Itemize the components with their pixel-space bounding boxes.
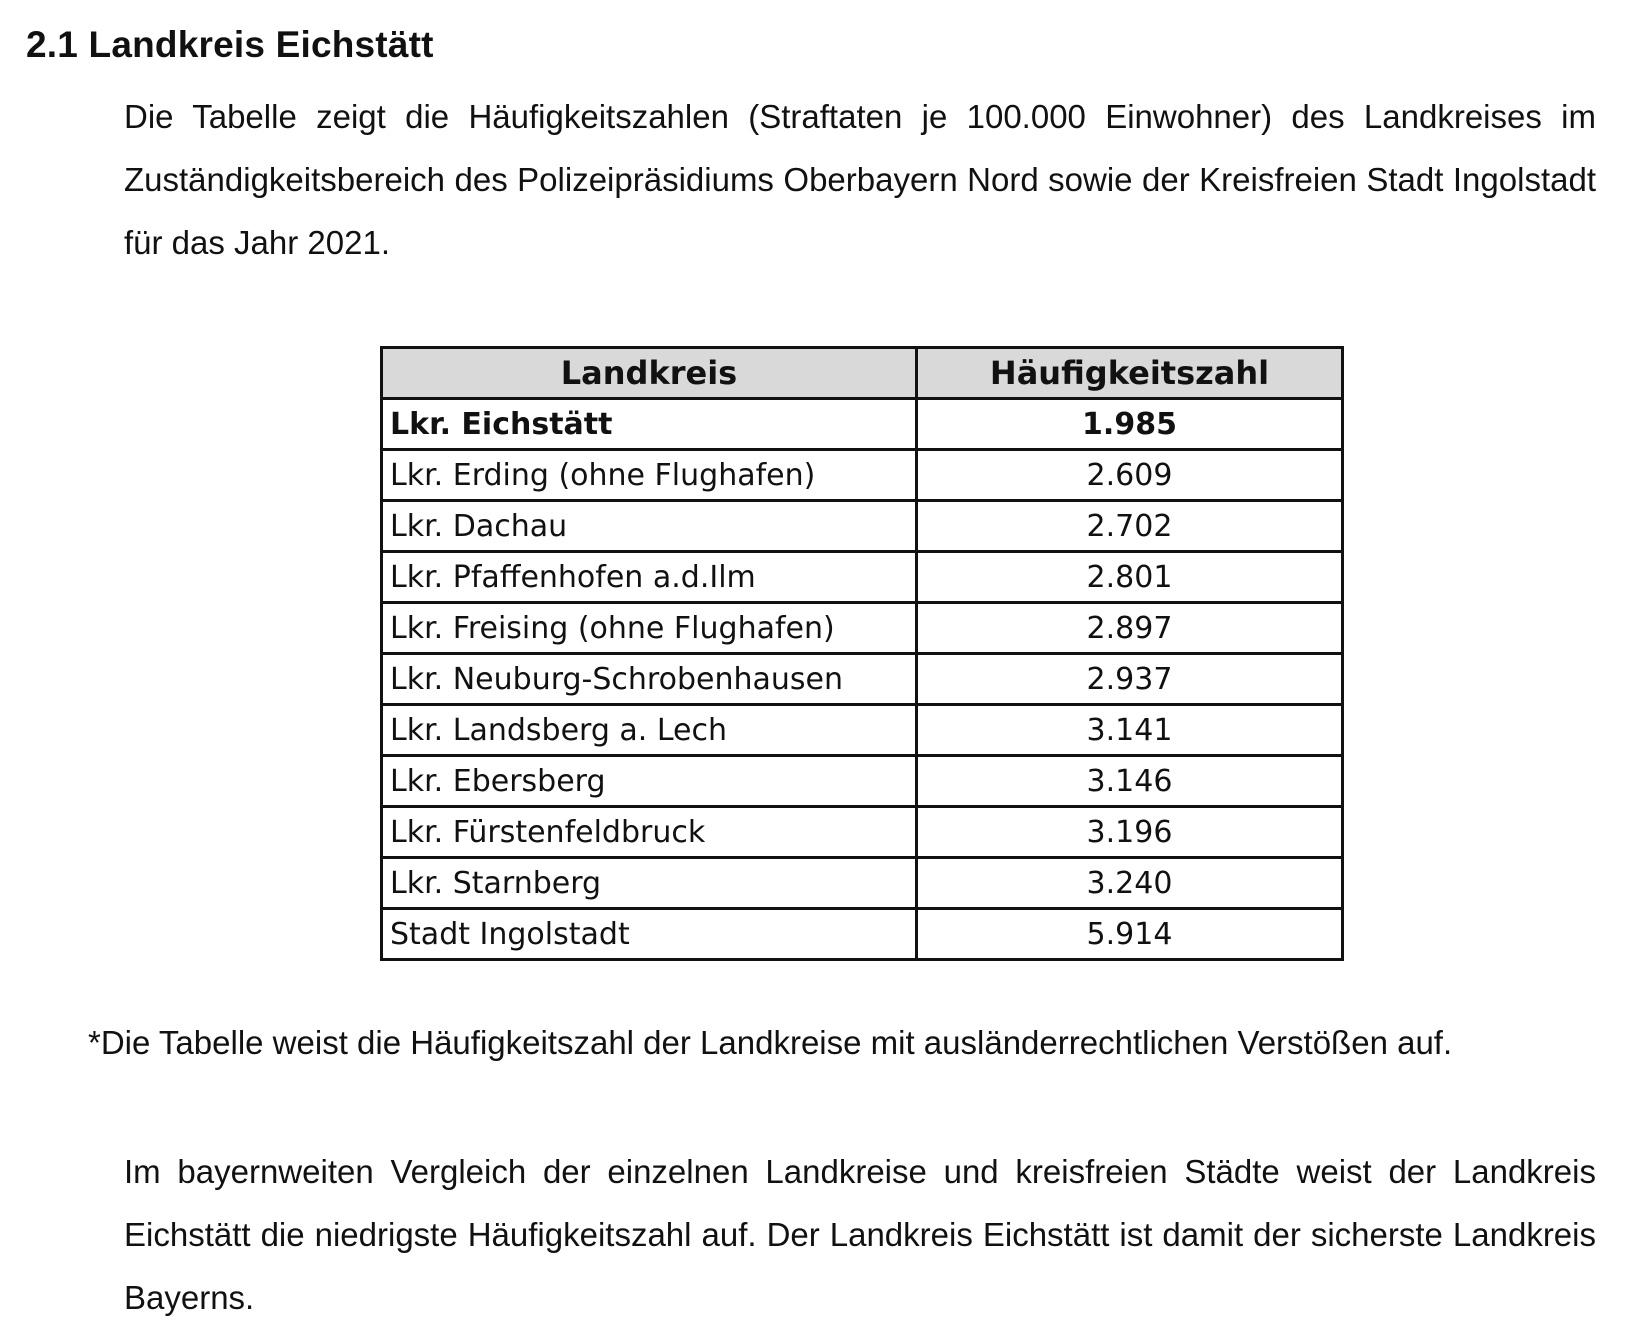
district-name: Lkr. Landsberg a. Lech bbox=[382, 705, 917, 756]
rate-value: 3.196 bbox=[917, 807, 1343, 858]
rate-value: 2.702 bbox=[917, 501, 1343, 552]
crime-rate-table bbox=[380, 346, 1344, 961]
table-row bbox=[382, 858, 1343, 909]
district-name: Lkr. Neuburg-Schrobenhausen bbox=[382, 654, 917, 705]
table-row bbox=[382, 654, 1343, 705]
conclusion-paragraph: Im bayernweiten Vergleich der einzelnen Landkreise und kreisfreien Städte weist der Landkreis Eichstätt die niedrigste Häufigkeitszahl auf. Der Landkreis Eichstätt ist damit der sicherste Landkreis Bayerns. bbox=[124, 1153, 1596, 1316]
rate-value: 5.914 bbox=[917, 909, 1343, 960]
district-name: Lkr. Fürstenfeldbruck bbox=[382, 807, 917, 858]
table-row bbox=[382, 552, 1343, 603]
district-name: Lkr. Freising (ohne Flughafen) bbox=[382, 603, 917, 654]
table-row bbox=[382, 501, 1343, 552]
rate-value: 2.609 bbox=[917, 450, 1343, 501]
rate-value: 3.146 bbox=[917, 756, 1343, 807]
rate-value: 2.937 bbox=[917, 654, 1343, 705]
section-heading: 2.1 Landkreis Eichstätt bbox=[26, 24, 434, 65]
table-row bbox=[382, 705, 1343, 756]
table-header-row bbox=[382, 348, 1343, 399]
table-row bbox=[382, 399, 1343, 450]
table-row bbox=[382, 756, 1343, 807]
rate-value: 3.141 bbox=[917, 705, 1343, 756]
table-row bbox=[382, 450, 1343, 501]
table-footnote: *Die Tabelle weist die Häufigkeitszahl der Landkreise mit ausländerrechtlichen Verstößen auf. bbox=[88, 1024, 1453, 1061]
table-row bbox=[382, 807, 1343, 858]
rate-value: 3.240 bbox=[917, 858, 1343, 909]
rate-value: 2.801 bbox=[917, 552, 1343, 603]
district-name: Lkr. Pfaffenhofen a.d.Ilm bbox=[382, 552, 917, 603]
rate-value: 2.897 bbox=[917, 603, 1343, 654]
district-name: Lkr. Eichstätt bbox=[382, 399, 917, 450]
district-name: Lkr. Starnberg bbox=[382, 858, 917, 909]
table-row bbox=[382, 909, 1343, 960]
rate-value: 1.985 bbox=[917, 399, 1343, 450]
table-row bbox=[382, 603, 1343, 654]
district-name: Stadt Ingolstadt bbox=[382, 909, 917, 960]
column-header-landkreis: Landkreis bbox=[382, 348, 917, 399]
district-name: Lkr. Erding (ohne Flughafen) bbox=[382, 450, 917, 501]
column-header-haeufigkeitszahl: Häufigkeitszahl bbox=[917, 348, 1343, 399]
district-name: Lkr. Ebersberg bbox=[382, 756, 917, 807]
district-name: Lkr. Dachau bbox=[382, 501, 917, 552]
intro-paragraph: Die Tabelle zeigt die Häufigkeitszahlen (Straftaten je 100.000 Einwohner) des Landkreises im Zuständigkeitsbereich des Polizeipräsidiums Oberbayern Nord sowie der Kreisfreien Stadt Ingolstadt für das Jahr 2021. bbox=[124, 98, 1596, 261]
